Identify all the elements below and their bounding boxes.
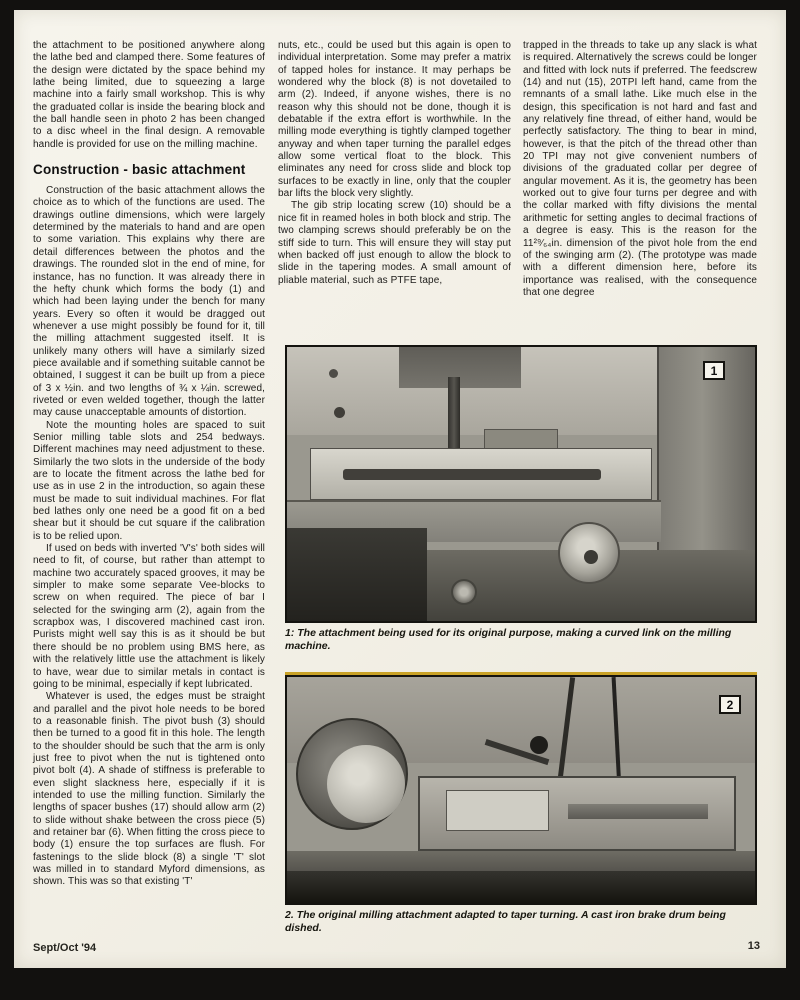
text-column-1 xyxy=(33,40,265,889)
paragraph: If used on beds with inverted 'V's' both sides will need to fit, of course, but rather than attempt to machine two accurately spaced grooves, it may be simpler to make some separate Vee-blocks to screw on when required. The piece of bar I selected for the swinging arm (2), again from the scrapbox was, I discovered machined cast iron. Purists might well say this is as it should be but there should be no problem using BMS here, as with the relatively little use the attachment is likely to have, wear due to similar metals in contact is going to be minimal, especially if kept lubricated. xyxy=(33,543,265,690)
section-heading: Construction - basic attachment xyxy=(33,162,246,178)
photo-lathe-taper-turning xyxy=(285,675,757,905)
photo-caption-2: 2. The original milling attachment adapted to taper turning. A cast iron brake drum being dished. xyxy=(285,909,726,934)
paragraph-continuation: nuts, etc., could be used but this again is open to individual interpretation. Some may prefer a matrix of tapped holes for instance. It may perhaps be wondered why the block (8) is not dovetailed to arm (2). Indeed, if anyone wishes, there is no reason why this should not be done, though it is debatable if the extra effort is worthwhile. In the milling mode everything is tightly clamped together anyway and when taper turning the parallel edges allow some vertical float to the block. This eliminates any need for cross slide and block top surfaces to be exactly in line, only that the coupler bar lifts the block very slightly. xyxy=(278,40,511,200)
page-number: 13 xyxy=(747,940,760,952)
paragraph-continuation: the attachment to be positioned anywhere along the lathe bed and clamped there. Some features of the design were dictated by the space behind my lathe being limited, due to squeezing a large machine into a fairly small workshop. This is why the graduated collar is inside the bearing block and the ball handle seen in photo 2 has been changed to a disc wheel in the final design. A removable handle is provided for use on the milling machine. xyxy=(33,40,265,150)
paragraph-continuation: trapped in the threads to take up any slack is what is required. Alternatively the screws could be longer and fitted with lock nuts if preferred. The feedscrew (14) and nut (15), 20TPI left hand, came from the remnants of a small lathe. Like much else in the design, this specification is not hard and fast and any relatively fine thread, of either hand, would be perfectly satisfactory. The thing to bear in mind, however, is that the pitch of the thread other than 20 TPI may not give convenient numbers of divisions of the graduated collar per degree of angular movement. As it is, the geometry has been worked out to give four turns per degree and with the collar marked with fifty divisions the mental arithmetic for setting angles to decimal fractions of a degree is easy. This is the reason for the 11²⁹⁄₆₄in. dimension of the pivot hole from the end of the swinging arm (2). (The prototype was made with a different dimension here, before its importance was realised, with the consequence that one degree xyxy=(523,40,757,298)
photo-caption-1: 1: The attachment being used for its original purpose, making a curved link on the milling machine. xyxy=(285,627,732,652)
text-column-3 xyxy=(523,40,757,299)
paragraph: Whatever is used, the edges must be straight and parallel and the pivot hole needs to be bored to a reasonable finish. The pivot bush (3) should then be turned to a good fit in this hole. The length to the shoulder should be such that the arm is only just free to pivot when the nut is tightened onto pivot bolt (4). A shade of stiffness is preferable to even slight slackness here, especially if it is intended to use the milling function. Similarly the lengths of spacer bushes (17) should allow arm (2) to slide without shake between the cross piece (5) and retainer bar (6). When fitting the cross piece to body (1) ensure the top surfaces are flush. For fastenings to the slide block (8) a single 'T' slot was milled in to standard Myford dimensions, as shown. This was so that existing 'T' xyxy=(33,691,265,888)
paragraph: Note the mounting holes are spaced to suit Senior milling table slots and 254 bedways. Different machines may need adjustment to these. Similarly the two slots in the underside of the body are to locate the fitment across the lathe bed for use as in use 2 in the introduction, so again these must be made to suit individual machines. For flat bed lathes only one need be a good fit on a bed shear but it should be cut square if the calibration is to be relied upon. xyxy=(33,419,265,542)
photo-figure-1 xyxy=(285,345,757,653)
photo-number-badge: 2 xyxy=(719,695,741,714)
photo-image-2 xyxy=(287,677,755,903)
photo-figure-2 xyxy=(285,672,757,935)
paragraph: The gib strip locating screw (10) should be a nice fit in reamed holes in both block and strip. The two clamping screws should preferably be on the stiff side to turn. This will ensure they will stay put when backed off just enough to allow the block to slide in the tapering modes. A small amount of pliable material, such as PTFE tape, xyxy=(278,200,511,286)
photo-number-badge: 1 xyxy=(703,361,725,380)
photo-milling-machine xyxy=(285,345,757,623)
photo-image-1 xyxy=(287,347,755,621)
issue-date: Sept/Oct '94 xyxy=(33,942,97,954)
text-column-2 xyxy=(278,40,511,287)
paragraph: Construction of the basic attachment allows the choice as to which of the functions are used. The drawings outline dimensions, which were largely determined by the materials to hand and are open to some variation. This explains why there are detail differences between the photos and the drawings. The rounded slot in the end of mine, for instance, has no function. It was already there in the hefty chunk which forms the body (1) and which had been laying under the bench for many years. Every so often it would be dragged out whenever a use might possibly be found for it, till the milling attachment suggested itself. It is unlikely many others will have a similarly sized piece available and if something suitable cannot be obtained, I suggest it can be built up from a piece of 3 x ½in. and two lengths of ¾ x ¼in. screwed, riveted or even welded together, though the latter may cause unacceptable amounts of distortion. xyxy=(33,185,265,419)
magazine-page xyxy=(14,10,786,968)
